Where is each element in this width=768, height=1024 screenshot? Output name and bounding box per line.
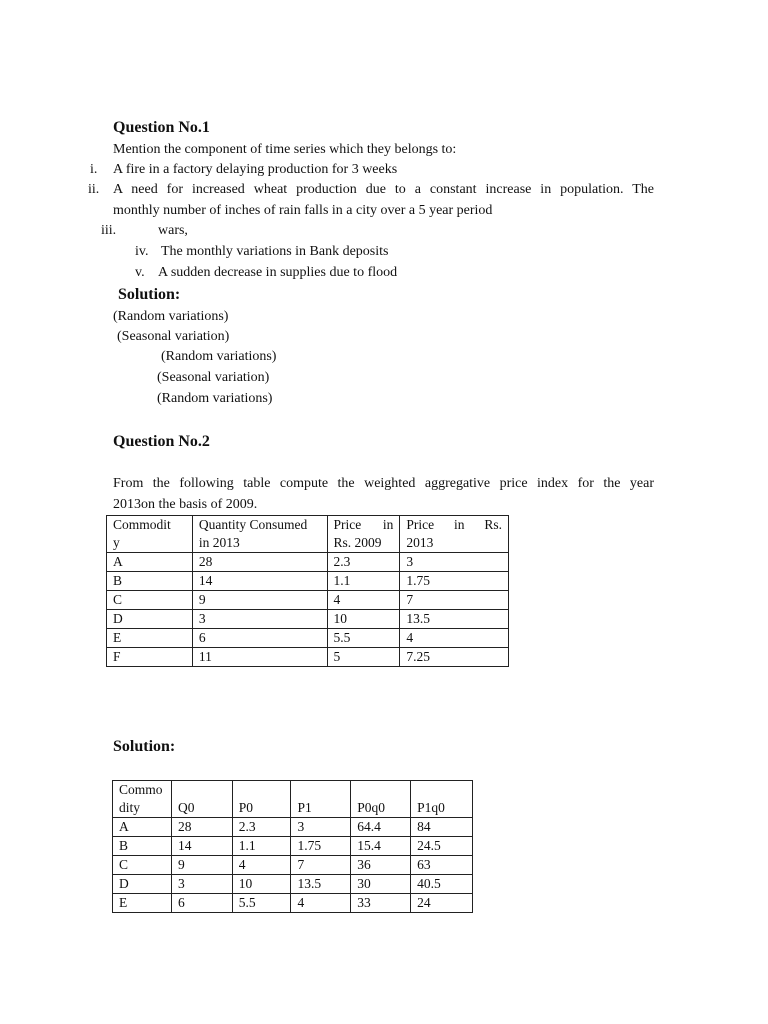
table-row xyxy=(113,894,473,913)
table-cell: 4 xyxy=(232,856,291,875)
table-header-row xyxy=(107,516,509,553)
header-cell: Price in Rs. 2013 xyxy=(400,516,509,553)
answer: (Seasonal variation) xyxy=(117,329,230,344)
solution-2-title: Solution: xyxy=(113,738,176,755)
question-2-title: Question No.2 xyxy=(113,433,210,450)
answer: (Random variations) xyxy=(157,391,273,406)
table-cell: 63 xyxy=(411,856,473,875)
header-cell: Commodit y xyxy=(107,516,193,553)
header-cell: P1q0 xyxy=(411,781,473,818)
table-cell: 10 xyxy=(327,610,400,629)
table-cell: D xyxy=(107,610,193,629)
table-cell: C xyxy=(113,856,172,875)
item-number: ii. xyxy=(88,182,100,197)
solution-1-title: Solution: xyxy=(118,286,181,303)
table-cell: B xyxy=(107,572,193,591)
table-cell: E xyxy=(107,629,193,648)
table-row xyxy=(107,553,509,572)
answer: (Random variations) xyxy=(161,349,277,364)
table-header-row xyxy=(113,781,473,818)
table-cell: 3 xyxy=(291,818,351,837)
item-text: A fire in a factory delaying production for 3 weeks xyxy=(113,162,398,177)
header-cell: P1 xyxy=(291,781,351,818)
table-cell: 2.3 xyxy=(327,553,400,572)
table-cell: 14 xyxy=(192,572,327,591)
table-row xyxy=(113,875,473,894)
table-cell: 5 xyxy=(327,648,400,667)
table-cell: 2.3 xyxy=(232,818,291,837)
item-number: v. xyxy=(135,265,145,280)
header-cell: Commo dity xyxy=(113,781,172,818)
table-cell: 9 xyxy=(171,856,232,875)
table-row xyxy=(113,837,473,856)
table-row xyxy=(107,591,509,610)
answer: (Seasonal variation) xyxy=(157,370,270,385)
table-cell: 13.5 xyxy=(291,875,351,894)
table-row xyxy=(107,610,509,629)
table-cell: 9 xyxy=(192,591,327,610)
table-row xyxy=(107,572,509,591)
table-cell: 7.25 xyxy=(400,648,509,667)
table-cell: A xyxy=(107,553,193,572)
table-cell: 13.5 xyxy=(400,610,509,629)
header-cell: P0q0 xyxy=(351,781,411,818)
question-2-intro: From the following table compute the weighted aggregative price index for the year xyxy=(113,476,654,491)
item-text-continued: monthly number of inches of rain falls in a city over a 5 year period xyxy=(113,203,493,218)
question-1-intro: Mention the component of time series which they belongs to: xyxy=(113,142,457,157)
table-row xyxy=(113,856,473,875)
table-cell: 7 xyxy=(291,856,351,875)
table-cell: 6 xyxy=(171,894,232,913)
header-cell: Quantity Consumed in 2013 xyxy=(192,516,327,553)
table-cell: 3 xyxy=(192,610,327,629)
question-1-title: Question No.1 xyxy=(113,119,210,136)
table-cell: F xyxy=(107,648,193,667)
table-cell: 4 xyxy=(400,629,509,648)
price-table xyxy=(106,515,509,667)
table-cell: 36 xyxy=(351,856,411,875)
table-cell: 1.1 xyxy=(327,572,400,591)
question-2-intro-continued: 2013on the basis of 2009. xyxy=(113,497,258,512)
table-cell: 10 xyxy=(232,875,291,894)
table-cell: 3 xyxy=(171,875,232,894)
table-cell: 28 xyxy=(192,553,327,572)
table-cell: 11 xyxy=(192,648,327,667)
table-cell: 30 xyxy=(351,875,411,894)
table-row xyxy=(107,629,509,648)
table-cell: 1.75 xyxy=(400,572,509,591)
table-cell: 1.75 xyxy=(291,837,351,856)
table-cell: C xyxy=(107,591,193,610)
table-cell: 3 xyxy=(400,553,509,572)
table-cell: 28 xyxy=(171,818,232,837)
table-cell: E xyxy=(113,894,172,913)
table-cell: 7 xyxy=(400,591,509,610)
item-number: i. xyxy=(90,162,98,177)
table-cell: 4 xyxy=(291,894,351,913)
table-cell: A xyxy=(113,818,172,837)
table-cell: 40.5 xyxy=(411,875,473,894)
table-cell: 6 xyxy=(192,629,327,648)
header-cell: Q0 xyxy=(171,781,232,818)
table-cell: 5.5 xyxy=(327,629,400,648)
table-cell: D xyxy=(113,875,172,894)
item-text: A need for increased wheat production due to a constant increase in population. The xyxy=(113,182,654,197)
answer: (Random variations) xyxy=(113,309,229,324)
header-cell: Price in Rs. 2009 xyxy=(327,516,400,553)
table-cell: 24 xyxy=(411,894,473,913)
table-cell: B xyxy=(113,837,172,856)
header-cell: P0 xyxy=(232,781,291,818)
table-cell: 84 xyxy=(411,818,473,837)
table-cell: 14 xyxy=(171,837,232,856)
table-cell: 33 xyxy=(351,894,411,913)
item-number: iv. xyxy=(135,244,149,259)
item-text: A sudden decrease in supplies due to flood xyxy=(158,265,398,280)
table-cell: 15.4 xyxy=(351,837,411,856)
item-text: wars, xyxy=(158,223,188,238)
table-row xyxy=(113,818,473,837)
table-cell: 64.4 xyxy=(351,818,411,837)
table-row xyxy=(107,648,509,667)
table-cell: 1.1 xyxy=(232,837,291,856)
table-cell: 24.5 xyxy=(411,837,473,856)
table-cell: 5.5 xyxy=(232,894,291,913)
table-cell: 4 xyxy=(327,591,400,610)
solution-table xyxy=(112,780,473,913)
item-text: The monthly variations in Bank deposits xyxy=(161,244,389,259)
item-number: iii. xyxy=(101,223,117,238)
